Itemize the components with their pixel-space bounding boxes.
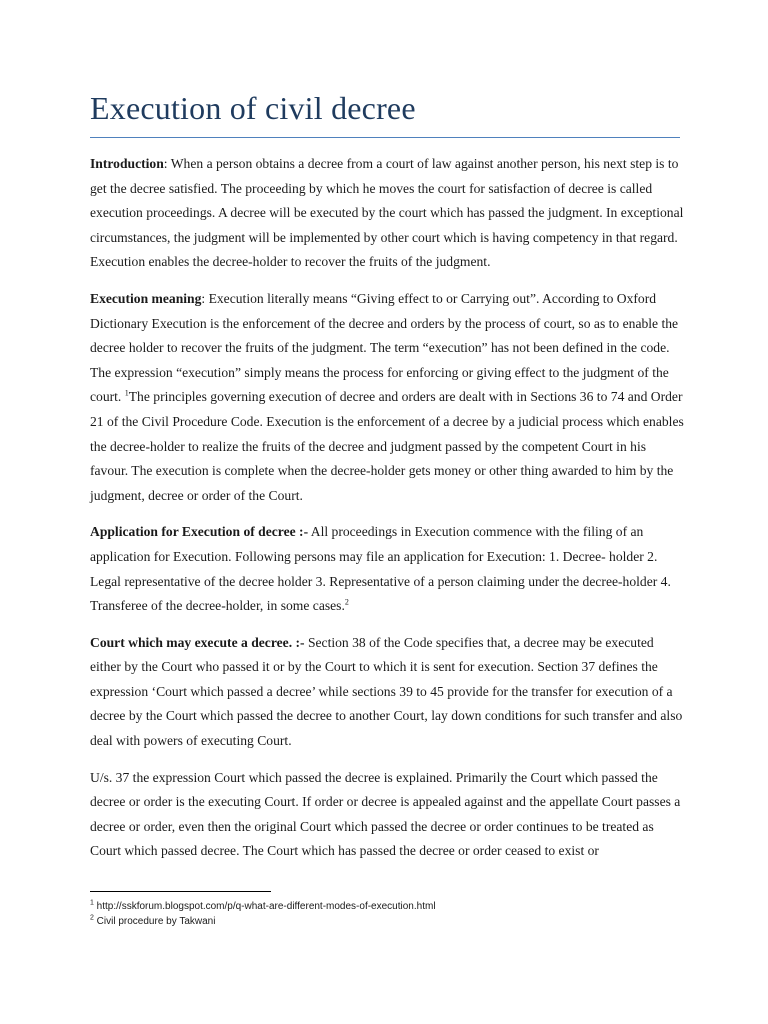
page-title: Execution of civil decree [90,90,416,126]
footnote-1 [90,899,690,914]
paragraph-lead: Introduction [90,156,164,171]
paragraph-text: : When a person obtains a decree from a court of law against another person, his next step is to get the decree satisfied. The proceeding by which he moves the court for satisfaction of decree is called execution proceedings. A decree will be executed by the court which has passed the judgment. In exceptional circumstances, the judgment will be implemented by other court which is having competency in that regard. Execution enables the decree-holder to recover the fruits of the judgment. [90,156,684,270]
paragraph-lead: Execution meaning [90,290,202,306]
paragraph-introduction [90,152,686,275]
footnotes [90,899,690,929]
paragraph-execution-meaning [90,287,686,508]
paragraph-text: : Execution literally means “Giving effect to or Carrying out”. According to Oxford Dictionary Execution is the enforcement of the decree and orders by the process of court, so as to enable the decree holder to recover the fruits of the judgment. The term “execution” has not been defined in the code. The expression “execution” simply means the process for enforcing or giving effect to the judgment of the court. [90,290,679,405]
title-underline [90,137,680,138]
footnote-ref-2[interactable]: 2 [344,597,349,607]
paragraph-lead: Court which may execute a decree. :- [90,634,305,650]
paragraph-text: Section 38 of the Code specifies that, a decree may be executed either by the Court who passed it or by the Court to which it is sent for execution. Section 37 defines the expression ‘Court which passed a decree’ while sections 39 to 45 provide for the transfer for execution of a decree by the Court which passed the decree to another Court, lay down conditions for such transfer and also deal with powers of executing Court. [90,634,683,749]
paragraph-section-37 [90,766,686,864]
footnote-link[interactable]: http://sskforum.blogspot.com/p/q-what-are-different-modes-of-execution.html [93,901,436,912]
paragraph-court-which-may-execute [90,631,686,754]
footnote-2 [90,914,690,929]
footnote-number: 2 [90,914,94,922]
footnote-ref-1[interactable]: 1 [124,388,129,398]
paragraph-application [90,520,686,618]
paragraph-text: The principles governing execution of decree and orders are dealt with in Sections 36 to 74 and Order 21 of the Civil Procedure Code. Execution is the enforcement of a decree by a judicial process which enables the decree-holder to realize the fruits of the decree and judgment passed by the competent Court in his favour. The execution is complete when the decree-holder gets money or other thing awarded to him by the judgment, decree or order of the Court. [90,389,684,503]
paragraph-lead: Application for Execution of decree :- [90,524,309,540]
footnote-number: 1 [90,899,94,907]
paragraph-text: All proceedings in Execution commence with the filing of an application for Execution. Following persons may file an application for Execution: 1. Decree- holder 2. Legal representative of the decree holder 3. Representative of a person claiming under the decree-holder 4. Transferee of the decree-holder, in some cases. [90,524,671,614]
footnote-text: Civil procedure by Takwani [93,916,216,927]
document-body [90,152,686,876]
footnote-separator [90,891,271,892]
paragraph-text: U/s. 37 the expression Court which passed the decree is explained. Primarily the Court which passed the decree or order is the executing Court. If order or decree is appealed against and the appellate Court passes a decree or order, even then the original Court which passed the decree or order continues to be treated as Court which passed decree. The Court which has passed the decree or order ceased to exist or [90,769,681,859]
